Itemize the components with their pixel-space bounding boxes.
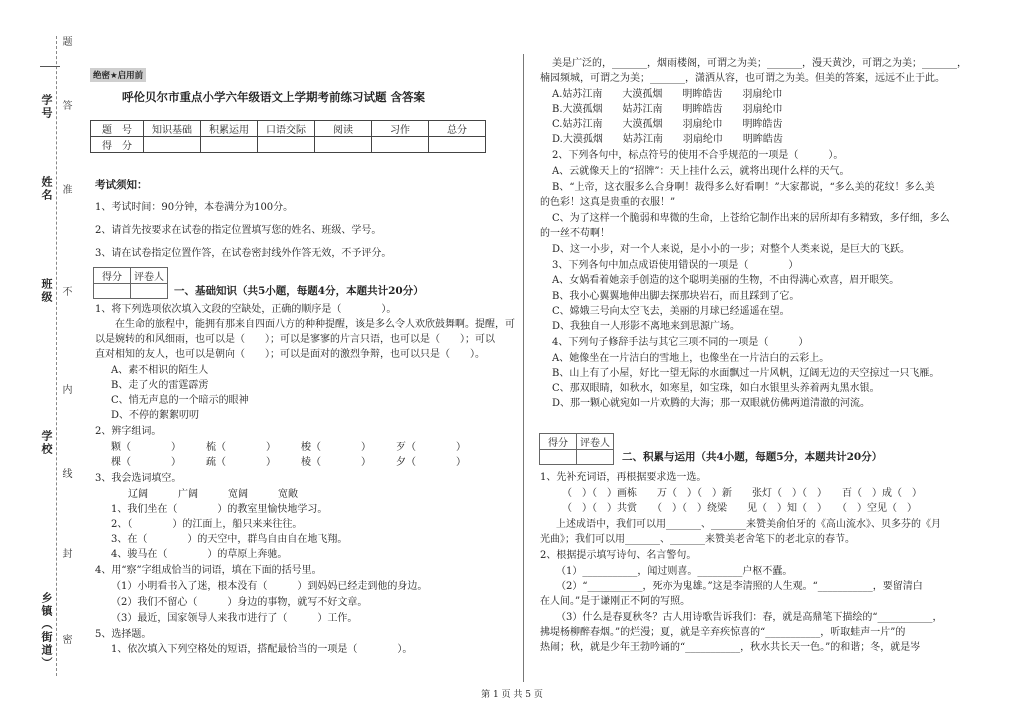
question-line: 1、我们坐在（ ）的教室里愉快地学习。: [111, 504, 328, 515]
question-line: （2）“___________，死亦为鬼雄。”这是李清照的人生观。“___________，要留清白: [556, 581, 923, 592]
question-line: 热闹；秋，就是少年王勃吟诵的“___________，秋水共长天一色。”的和谐；冬，就是岑: [540, 642, 921, 653]
grader-score-label: 得分: [94, 268, 131, 284]
question-line: 2、辨字组词。: [95, 426, 162, 437]
idiom-line: （ ）（ ）画栋 万（ ）（ ）新 张灯（ ）（ ） 百（ ）成（ ）: [562, 488, 922, 499]
question-line: （1）小明看书入了迷，根本没有（ ）到妈妈已经走到他的身边。: [111, 581, 428, 592]
option-line: B、“上帝，这衣服多么合身啊！裁得多么好看啊！”大家都说，“多么美的花纹！多么美: [552, 182, 935, 193]
secret-tag: 绝密★启用前: [90, 68, 146, 82]
grader-box-1: [93, 267, 168, 299]
option-line: D、不停的絮絮叨叨: [111, 410, 200, 421]
margin-char-ti: 题: [60, 36, 71, 46]
margin-char-bu: 不: [60, 286, 71, 296]
exam-title: 呼伦贝尔市重点小学六年级语文上学期考前练习试题 含答案: [122, 90, 426, 104]
option-line: 的一丝不苟啊！: [540, 228, 610, 239]
option-line: B.大漠孤烟 姑苏江南 明眸皓齿 羽扇纶巾: [552, 104, 783, 115]
score-cell: 题 号: [91, 121, 144, 137]
question-line: 3、我会选词填空。: [95, 473, 182, 484]
question-line: 4、用“察”字组成恰当的词语，填在下面的括号里。: [95, 565, 322, 576]
binding-rule: [40, 66, 60, 67]
question-line: 直对相知的友人，也可以是朝向（ ）；可以是面对的激烈争辩，也可以只是（ ）。: [95, 349, 485, 360]
question-line: 2、（ ）的江面上，船只来来往往。: [111, 519, 303, 530]
margin-char-feng: 封: [60, 548, 71, 558]
score-input-cell[interactable]: [201, 137, 258, 153]
notice-item: 3、请在试卷指定位置作答，在试卷密封线外作答无效，不予评分。: [95, 248, 392, 259]
question-line: 光曲》；我们可以用_______、_______来赞美老舍笔下的老北京的春节。: [540, 534, 855, 545]
question-line: 4、下列句子修辞手法与其它三项不同的一项是（ ）: [552, 337, 809, 348]
margin-char-zhun: 准: [60, 184, 71, 194]
question-line: 4、骏马在（ ）的草原上奔驰。: [111, 549, 288, 560]
option-line: B、我小心翼翼地伸出脚去探那块岩石，而且踩到了它。: [552, 291, 800, 302]
label-township: 乡镇（街道）: [40, 592, 53, 670]
idiom-line: （ ）（ ）共赏 （ ）（ ）绕梁 见（ ）知（ ） （ ）空见（ ）: [562, 503, 917, 514]
section2-heading: 二、积累与运用（共4小题，每题5分，本题共计20分）: [622, 451, 883, 463]
option-line: C、那双眼睛，如秋水，如寒星，如宝珠，如白水银里头养着两丸黑水银。: [552, 383, 880, 394]
question-line: 2、根据提示填写诗句、名言警句。: [540, 550, 697, 561]
question-line: 美是广泛的，_______，烟雨楼阁，可谓之为美；_______，漫天黄沙，可谓之为美；_______，: [552, 58, 967, 69]
option-line: A、女娲看着她亲手创造的这个聪明美丽的生物，不由得满心欢喜，眉开眼笑。: [552, 275, 900, 286]
score-table-header-row: [91, 121, 486, 137]
question-line: 5、选择题。: [95, 629, 152, 640]
grader-score-input[interactable]: [94, 284, 131, 299]
grader-reviewer-input[interactable]: [577, 450, 614, 465]
question-line: 棵（ ） 疏（ ） 棱（ ） 夕（ ）: [111, 457, 466, 468]
question-line: 拂堤杨柳醉春烟。”的烂漫；夏，就是辛弃疾惊喜的“___________，听取蛙声一片”的: [540, 627, 906, 638]
option-line: B、山上有了小屋，好比一望无际的水面飘过一片风帆，辽阔无边的天空掠过一只飞雁。: [552, 368, 940, 379]
notice-heading: 考试须知：: [95, 179, 148, 191]
score-cell: 阅读: [315, 121, 372, 137]
question-line: 1、先补充词语，再根据要求选一选。: [540, 472, 707, 483]
option-line: D.大漠孤烟 姑苏江南 羽扇纶巾 明眸皓齿: [552, 134, 783, 145]
question-line: 3、在（ ）的天空中，群鸟自由自在地飞翔。: [111, 534, 348, 545]
question-line: （1）___________，闻过则喜。_________户枢不蠹。: [556, 566, 793, 577]
question-line: 颗（ ） 梳（ ） 梭（ ） 歹（ ）: [111, 442, 466, 453]
option-line: C.姑苏江南 大漠孤烟 羽扇纶巾 明眸皓齿: [552, 119, 783, 130]
grader-score-input[interactable]: [540, 450, 577, 465]
score-table: [90, 120, 486, 153]
question-line: 2、下列各句中，标点符号的使用不合乎规范的一项是（ ）。: [552, 150, 844, 161]
question-line: 在人间。”是于谦刚正不阿的写照。: [540, 596, 691, 607]
score-cell: 总分: [429, 121, 486, 137]
question-line: 以是婉转的和风细雨，也可以是（ ）；可以是寥寥的片言只语，也可以是（ ）；可以: [95, 334, 495, 345]
question-line: 楠园频城，可谓之为美；_______，潇洒从容，也可谓之为美。但美的答案，远远不止于此。: [540, 73, 945, 84]
question-line: （3）什么是春夏秋冬？古人用诗歌告诉我们：春，就是高鼎笔下描绘的“___________，: [556, 612, 943, 623]
grader-reviewer-input[interactable]: [131, 284, 168, 299]
option-line: 的色彩！这真是贵重的衣服！”: [540, 197, 676, 208]
score-cell: 知识基础: [144, 121, 201, 137]
option-line: A、她像坐在一片洁白的雪地上，也像坐在一片洁白的云彩上。: [552, 353, 830, 364]
grader-reviewer-label: 评卷人: [131, 268, 168, 284]
score-table-score-row: [91, 137, 486, 153]
label-name: 姓名: [40, 176, 53, 202]
score-input-cell[interactable]: [144, 137, 201, 153]
option-line: C、为了这样一个脆弱和卑微的生命，上苍给它制作出来的居所却有多精致，多仔细，多么: [552, 213, 950, 224]
question-line: 上述成语中，我们可以用_______、_______来赞美俞伯牙的《高山流水》、贝多芬的《月: [556, 519, 941, 530]
score-input-cell[interactable]: [429, 137, 486, 153]
question-line: 1、依次填入下列空格处的短语，搭配最恰当的一项是（ ）。: [111, 644, 413, 655]
grader-box-2: [539, 433, 614, 465]
option-line: A、云就像天上的“招牌”：天上挂什么云，就将出现什么样的天气。: [552, 166, 850, 177]
grader-score-label: 得分: [540, 434, 577, 450]
score-cell: 习作: [372, 121, 429, 137]
option-line: D、这一小步，对一个人来说，是小小的一步；对整个人类来说，是巨大的飞跃。: [552, 244, 911, 255]
question-line: 1、将下列选项依次填入文段的空缺处，正确的顺序是（ ）。: [95, 304, 397, 315]
margin-char-xian: 线: [60, 468, 71, 478]
score-cell: 口语交际: [258, 121, 315, 137]
score-input-cell[interactable]: [315, 137, 372, 153]
option-line: A.姑苏江南 大漠孤烟 明眸皓齿 羽扇纶巾: [552, 89, 783, 100]
score-input-cell[interactable]: [258, 137, 315, 153]
word-bank: 辽阔 广阔 宽阔 宽敞: [128, 489, 298, 500]
option-line: C、嫦娥三号向太空飞去，美丽的月球已经遥遥在望。: [552, 306, 790, 317]
label-student-id: 学号: [40, 94, 53, 120]
page-footer: 第 1 页 共 5 页: [481, 690, 543, 700]
grader-reviewer-label: 评卷人: [577, 434, 614, 450]
section1-heading: 一、基础知识（共5小题，每题4分，本题共计20分）: [174, 285, 424, 297]
option-line: D、我独自一人形影不离地来到思源广场。: [552, 321, 741, 332]
option-line: C、悄无声息的一个暗示的眼神: [111, 395, 249, 406]
binding-dashed-line: [56, 36, 57, 676]
question-line: （2）我们不留心（ ）身边的事物，就写不好文章。: [111, 597, 368, 608]
question-line: 在生命的旅程中，能拥有那来自四面八方的种种提醒，该是多么令人欢欣鼓舞啊。提醒，可: [95, 319, 515, 330]
notice-item: 1、考试时间：90分钟，本卷满分为100分。: [95, 202, 294, 213]
label-school: 学校: [40, 430, 53, 456]
margin-char-nei: 内: [60, 384, 71, 394]
margin-char-mi: 密: [60, 634, 71, 644]
option-line: B、走了火的雷霆霹雳: [111, 380, 209, 391]
question-line: （3）最近，国家领导人来我市进行了（ ）工作。: [111, 613, 358, 624]
notice-item: 2、请首先按要求在试卷的指定位置填写您的姓名、班级、学号。: [95, 225, 382, 236]
option-line: A、素不相识的陌生人: [111, 365, 209, 376]
score-input-cell[interactable]: [372, 137, 429, 153]
score-cell: 积累运用: [201, 121, 258, 137]
column-divider: [523, 54, 524, 682]
option-line: D、那一颗心就宛如一片欢腾的大海；那一双眼就仿佛两道清澈的河流。: [552, 398, 871, 409]
question-line: 3、下列各句中加点成语使用错误的一项是（ ）: [552, 260, 799, 271]
score-cell: 得 分: [91, 137, 144, 153]
label-class: 班级: [40, 278, 53, 304]
margin-char-da: 答: [60, 100, 71, 110]
